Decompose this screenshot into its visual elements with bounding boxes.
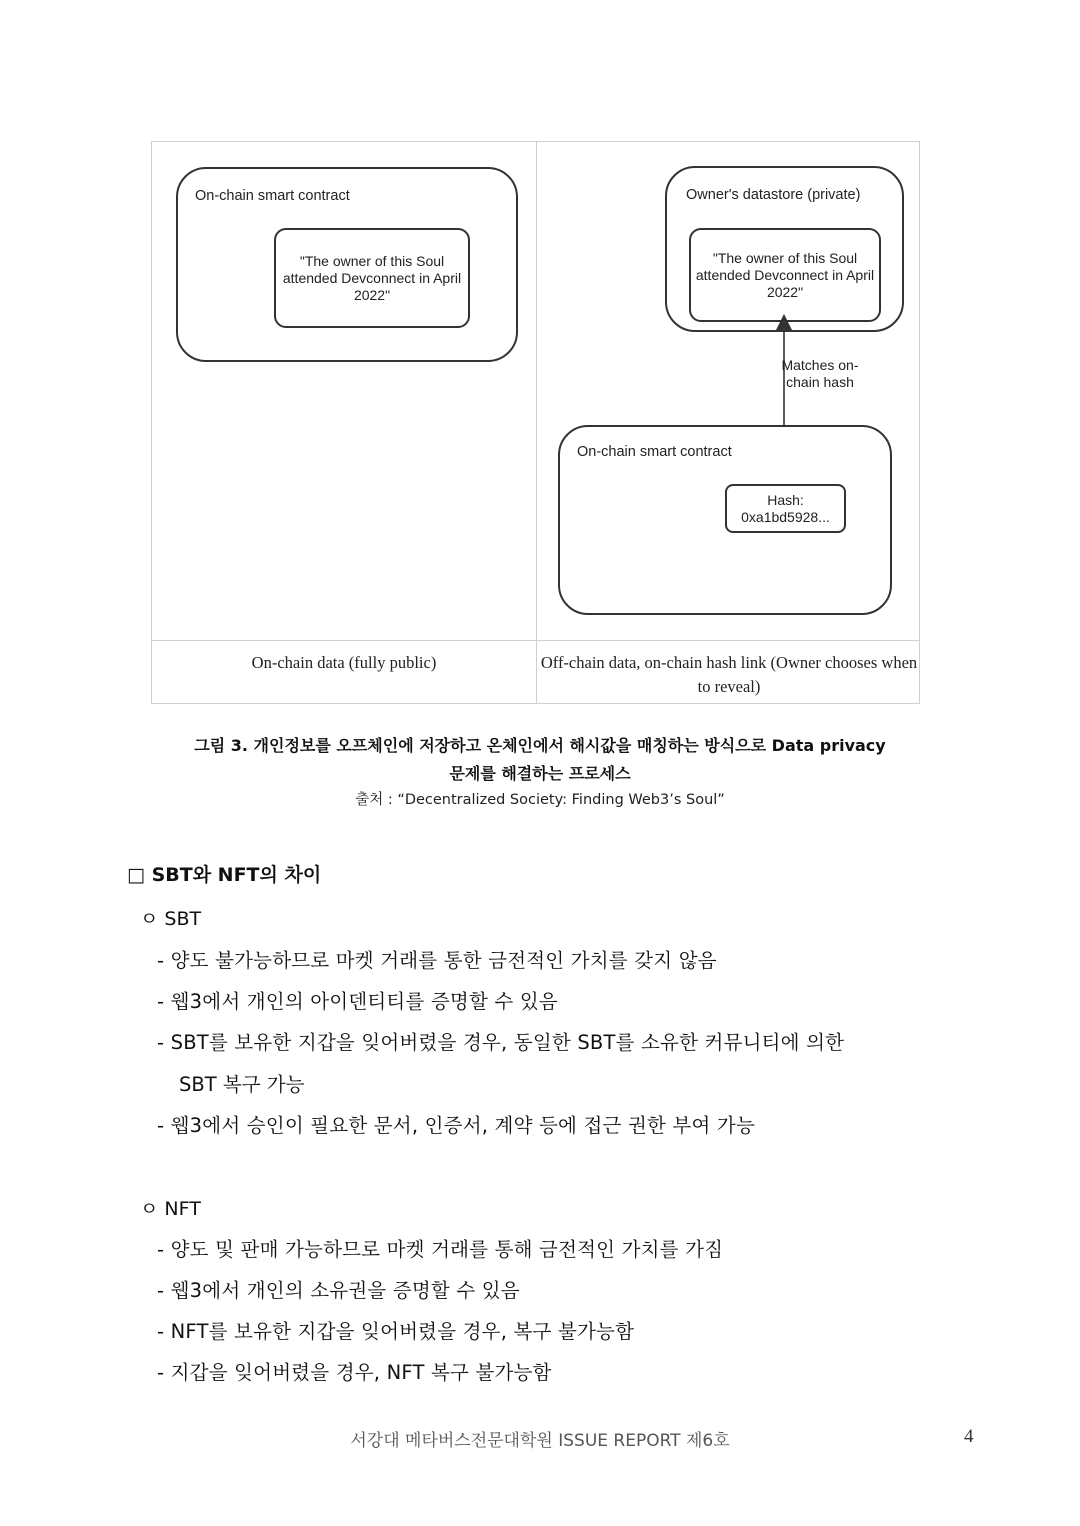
page-footer: 서강대 메타버스전문대학원 ISSUE REPORT 제6호 bbox=[350, 1431, 730, 1451]
owner-datastore-box bbox=[665, 166, 904, 332]
hash-value-box: Hash: 0xa1bd5928... bbox=[725, 484, 846, 533]
figure-row-divider bbox=[152, 640, 919, 641]
sbt-item-4: - 웹3에서 승인이 필요한 문서, 인증서, 계약 등에 접근 권한 부여 가능 bbox=[157, 1114, 755, 1137]
right-contract-title: On-chain smart contract bbox=[577, 444, 732, 460]
nft-subheading: ㅇ NFT bbox=[140, 1198, 201, 1220]
right-panel-caption: Off-chain data, on-chain hash link (Owner chooses when to reveal) bbox=[540, 653, 918, 696]
page-number: 4 bbox=[964, 1426, 974, 1447]
right-onchain-contract-box bbox=[558, 425, 892, 615]
sbt-item-2: - 웹3에서 개인의 아이덴티티를 증명할 수 있음 bbox=[157, 990, 558, 1013]
nft-item-3: - NFT를 보유한 지갑을 잊어버렸을 경우, 복구 불가능함 bbox=[157, 1320, 635, 1343]
left-onchain-contract-box bbox=[176, 167, 518, 362]
matches-hash-label: Matches on-chain hash bbox=[781, 357, 859, 390]
nft-item-4: - 지갑을 잊어버렸을 경우, NFT 복구 불가능함 bbox=[157, 1361, 552, 1384]
figure-column-divider bbox=[536, 142, 537, 703]
left-inner-statement: "The owner of this Soul attended Devconnect in April 2022" bbox=[274, 228, 470, 328]
owner-datastore-statement: "The owner of this Soul attended Devconnect in April 2022" bbox=[689, 228, 881, 322]
left-box-title: On-chain smart contract bbox=[195, 188, 350, 204]
section-heading: □ SBT와 NFT의 차이 bbox=[127, 864, 322, 886]
figure-caption-line1: 그림 3. 개인정보를 오프체인에 저장하고 온체인에서 해시값을 매칭하는 방식으로 Data privacy bbox=[194, 736, 886, 755]
nft-item-2: - 웹3에서 개인의 소유권을 증명할 수 있음 bbox=[157, 1279, 520, 1302]
sbt-subheading: ㅇ SBT bbox=[140, 908, 202, 930]
figure-source: 출처 : “Decentralized Society: Finding Web3’s Soul” bbox=[355, 792, 725, 808]
figure-caption bbox=[100, 732, 980, 788]
sbt-item-1: - 양도 불가능하므로 마켓 거래를 통한 금전적인 가치를 갖지 않음 bbox=[157, 949, 717, 972]
nft-item-1: - 양도 및 판매 가능하므로 마켓 거래를 통해 금전적인 가치를 가짐 bbox=[157, 1238, 724, 1261]
figure-caption-line2: 문제를 해결하는 프로세스 bbox=[449, 764, 631, 783]
figure-diagram bbox=[151, 141, 920, 704]
sbt-item-3: - SBT를 보유한 지갑을 잊어버렸을 경우, 동일한 SBT를 소유한 커뮤니티에 의한 bbox=[157, 1031, 845, 1054]
left-panel-caption: On-chain data (fully public) bbox=[251, 653, 437, 672]
sbt-item-3-continued: SBT 복구 가능 bbox=[179, 1073, 305, 1096]
owner-datastore-title: Owner's datastore (private) bbox=[686, 187, 861, 203]
